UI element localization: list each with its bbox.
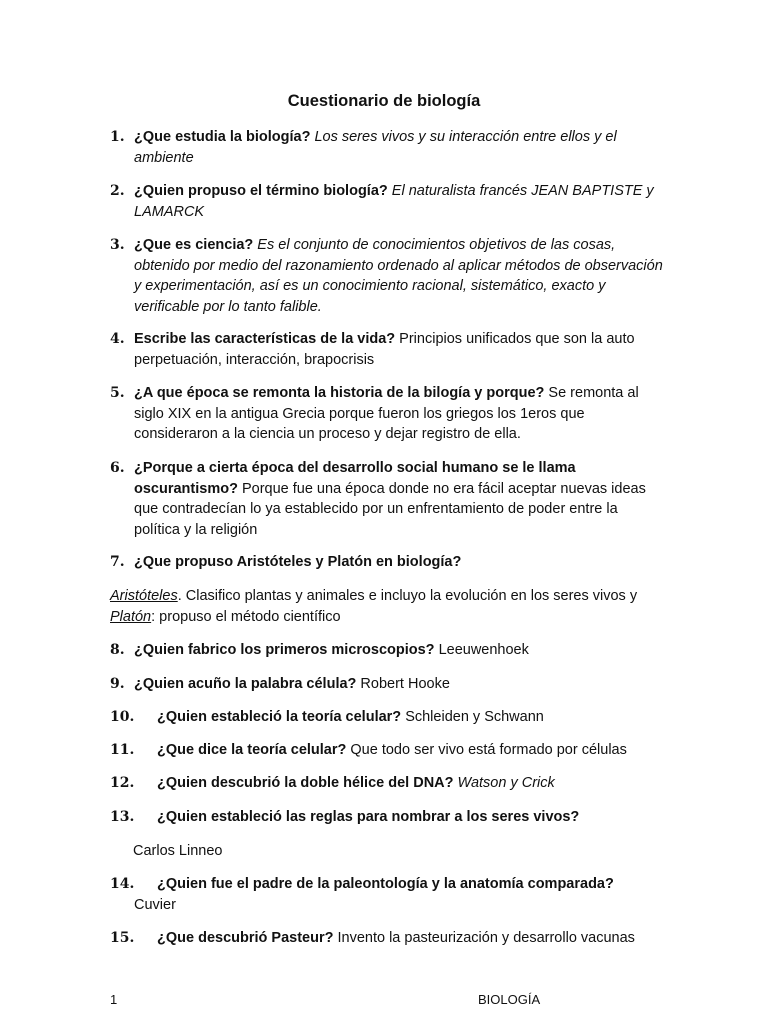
question-9 xyxy=(110,674,665,695)
question-text: ¿Que es ciencia? xyxy=(134,237,254,253)
question-text: ¿Que estudia la biología? xyxy=(134,129,311,145)
answer-text: El naturalista francés JEAN BAPTISTE y LAMARCK xyxy=(134,183,654,220)
answer-text: Schleiden y Schwann xyxy=(401,709,544,725)
answer-text: Principios unificados que son la auto perpetuación, interacción, brapocrisis xyxy=(134,331,635,368)
question-number: 3. xyxy=(110,237,125,253)
question-number: 1. xyxy=(110,129,125,145)
answer-text: Invento la pasteurización y desarrollo vacunas xyxy=(333,930,635,946)
question-number: 14. xyxy=(110,876,135,892)
question-text: ¿Quien propuso el término biología? xyxy=(134,183,388,199)
answer-text: Es el conjunto de conocimientos objetivos de las cosas, obtenido por medio del razonamiento ordenado al aplicar métodos de observación y experimentación, así es un conocimiento racional, sistemático, exacto y verificable por lo tanto falible. xyxy=(134,237,663,315)
question-number: 10. xyxy=(110,709,135,725)
answer-text: Que todo ser vivo está formado por células xyxy=(346,742,627,758)
answer-text: Los seres vivos y su interacción entre ellos y el ambiente xyxy=(134,129,617,166)
answer-text: Robert Hooke xyxy=(356,676,450,692)
question-number: 5. xyxy=(110,385,125,401)
question-4 xyxy=(110,329,665,370)
footer-page-number: 1 xyxy=(110,992,118,1007)
question-11 xyxy=(110,740,665,761)
question-text: ¿Quien estableció la teoría celular? xyxy=(157,709,402,725)
question-text: ¿Que propuso Aristóteles y Platón en biología? xyxy=(134,554,462,570)
answer-text: : propuso el método científico xyxy=(151,608,341,625)
answer-text: Watson y Crick xyxy=(453,775,555,791)
question-2 xyxy=(110,181,665,222)
question-10 xyxy=(110,707,665,728)
answer-text: . Clasifico plantas y animales e incluyo la evolución en los seres vivos y xyxy=(177,588,638,604)
question-text: ¿A que época se remonta la historia de la bilogía y porque? xyxy=(134,385,545,401)
question-text: ¿Quien descubrió la doble hélice del DNA? xyxy=(157,775,454,791)
question-number: 11. xyxy=(110,742,135,758)
question-13 xyxy=(110,807,665,828)
question-15 xyxy=(110,928,665,949)
name-aristoteles: Aristóteles xyxy=(110,588,178,604)
footer-header-text: BIOLOGÍA xyxy=(478,992,541,1007)
answer-7-paragraph xyxy=(110,586,665,627)
answer-text: Porque fue una época donde no era fácil aceptar nuevas ideas que contradecían lo ya establecido por un enfrentamiento de poder entre la política y la religión xyxy=(134,480,646,538)
document-title: Cuestionario de biología xyxy=(287,92,481,110)
name-platon: Platón xyxy=(110,608,152,625)
question-text: ¿Que descubrió Pasteur? xyxy=(157,930,334,946)
question-8 xyxy=(110,640,665,661)
question-number: 6. xyxy=(110,460,125,476)
answer-text: Se remonta al siglo XIX en la antigua Grecia porque fueron los griegos los 1eros que consideraron a la ciencia un proceso y dejar registro de ella. xyxy=(134,385,639,442)
question-12 xyxy=(110,773,665,794)
question-7 xyxy=(110,552,665,573)
question-number: 8. xyxy=(110,642,125,658)
question-text: ¿Que dice la teoría celular? xyxy=(157,742,347,758)
answer-text: Cuvier xyxy=(134,896,176,913)
question-14 xyxy=(110,874,665,915)
question-text: ¿Quien fabrico los primeros microscopios? xyxy=(134,642,435,658)
question-1 xyxy=(110,127,665,168)
question-6 xyxy=(110,458,665,540)
answer-text: Leeuwenhoek xyxy=(434,642,529,658)
question-number: 4. xyxy=(110,331,125,347)
question-text: ¿Quien fue el padre de la paleontología y la anatomía comparada? xyxy=(157,876,614,892)
question-text: ¿Quien acuño la palabra célula? xyxy=(134,676,357,692)
question-number: 7. xyxy=(110,554,125,570)
question-number: 13. xyxy=(110,809,135,825)
question-number: 12. xyxy=(110,775,135,791)
question-3 xyxy=(110,235,665,317)
answer-13: Carlos Linneo xyxy=(133,843,223,859)
question-text: ¿Porque a cierta época del desarrollo social humano se le llama oscurantismo? xyxy=(134,460,576,497)
question-text: Escribe las características de la vida? xyxy=(134,331,396,347)
question-number: 2. xyxy=(110,183,125,199)
question-number: 9. xyxy=(110,676,125,692)
question-text: ¿Quien estableció las reglas para nombrar a los seres vivos? xyxy=(157,809,580,825)
question-5 xyxy=(110,383,665,445)
question-number: 15. xyxy=(110,930,135,946)
